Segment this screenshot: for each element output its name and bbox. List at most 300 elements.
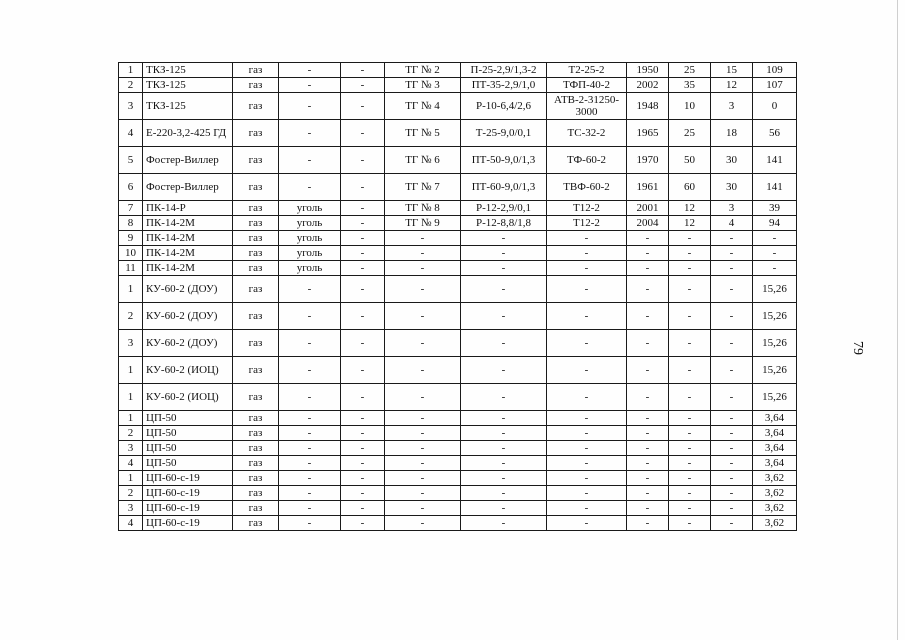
cell-capacity: -	[669, 471, 711, 486]
cell-turbogenerator: -	[385, 471, 461, 486]
cell-value: 3,64	[753, 441, 797, 456]
cell-year: -	[627, 261, 669, 276]
cell-aux-fuel: -	[341, 426, 385, 441]
table-row	[119, 246, 797, 261]
cell-parameter: 4	[711, 216, 753, 231]
table-row	[119, 516, 797, 531]
cell-reserve-fuel: уголь	[279, 231, 341, 246]
cell-turbine-type: -	[461, 441, 547, 456]
cell-aux-fuel: -	[341, 276, 385, 303]
cell-main-fuel: газ	[233, 246, 279, 261]
cell-aux-fuel: -	[341, 261, 385, 276]
cell-year: 1948	[627, 93, 669, 120]
cell-generator-type: -	[547, 261, 627, 276]
cell-boiler-type: КУ-60-2 (ДОУ)	[143, 330, 233, 357]
cell-value: 3,62	[753, 501, 797, 516]
cell-aux-fuel: -	[341, 201, 385, 216]
cell-row-number: 4	[119, 516, 143, 531]
cell-capacity: -	[669, 330, 711, 357]
cell-aux-fuel: -	[341, 411, 385, 426]
cell-main-fuel: газ	[233, 303, 279, 330]
table-row	[119, 231, 797, 246]
cell-reserve-fuel: -	[279, 147, 341, 174]
cell-value: 39	[753, 201, 797, 216]
table-row	[119, 93, 797, 120]
table-row	[119, 63, 797, 78]
cell-capacity: -	[669, 516, 711, 531]
cell-row-number: 11	[119, 261, 143, 276]
cell-value: 3,64	[753, 426, 797, 441]
cell-value: 141	[753, 147, 797, 174]
cell-main-fuel: газ	[233, 486, 279, 501]
cell-capacity: 10	[669, 93, 711, 120]
cell-parameter: -	[711, 246, 753, 261]
cell-main-fuel: газ	[233, 261, 279, 276]
cell-boiler-type: ПК-14-2М	[143, 261, 233, 276]
cell-year: 2002	[627, 78, 669, 93]
table-row	[119, 441, 797, 456]
cell-value: 3,62	[753, 516, 797, 531]
cell-main-fuel: газ	[233, 426, 279, 441]
cell-parameter: 30	[711, 147, 753, 174]
cell-parameter: -	[711, 516, 753, 531]
cell-row-number: 2	[119, 78, 143, 93]
cell-value: 0	[753, 93, 797, 120]
cell-row-number: 3	[119, 441, 143, 456]
table-row	[119, 120, 797, 147]
cell-reserve-fuel: уголь	[279, 216, 341, 231]
cell-capacity: -	[669, 357, 711, 384]
cell-reserve-fuel: -	[279, 63, 341, 78]
cell-generator-type: -	[547, 357, 627, 384]
cell-year: -	[627, 441, 669, 456]
cell-turbogenerator: -	[385, 501, 461, 516]
cell-aux-fuel: -	[341, 501, 385, 516]
cell-generator-type: -	[547, 426, 627, 441]
cell-year: -	[627, 384, 669, 411]
cell-row-number: 6	[119, 174, 143, 201]
cell-row-number: 7	[119, 201, 143, 216]
cell-value: -	[753, 231, 797, 246]
cell-aux-fuel: -	[341, 147, 385, 174]
cell-boiler-type: ПК-14-Р	[143, 201, 233, 216]
cell-value: 109	[753, 63, 797, 78]
cell-row-number: 2	[119, 486, 143, 501]
cell-main-fuel: газ	[233, 78, 279, 93]
table-row	[119, 147, 797, 174]
cell-year: -	[627, 357, 669, 384]
cell-generator-type: ТВФ-60-2	[547, 174, 627, 201]
cell-row-number: 1	[119, 471, 143, 486]
cell-aux-fuel: -	[341, 216, 385, 231]
cell-parameter: -	[711, 330, 753, 357]
table-row	[119, 261, 797, 276]
cell-reserve-fuel: -	[279, 330, 341, 357]
cell-aux-fuel: -	[341, 93, 385, 120]
cell-value: -	[753, 246, 797, 261]
cell-year: -	[627, 426, 669, 441]
cell-main-fuel: газ	[233, 441, 279, 456]
cell-parameter: -	[711, 384, 753, 411]
cell-row-number: 1	[119, 384, 143, 411]
cell-capacity: 12	[669, 201, 711, 216]
cell-aux-fuel: -	[341, 456, 385, 471]
cell-aux-fuel: -	[341, 357, 385, 384]
cell-parameter: -	[711, 471, 753, 486]
cell-reserve-fuel: -	[279, 303, 341, 330]
cell-main-fuel: газ	[233, 471, 279, 486]
cell-value: 15,26	[753, 330, 797, 357]
cell-aux-fuel: -	[341, 78, 385, 93]
cell-boiler-type: ПК-14-2М	[143, 246, 233, 261]
cell-capacity: 50	[669, 147, 711, 174]
cell-turbogenerator: ТГ № 4	[385, 93, 461, 120]
cell-year: -	[627, 303, 669, 330]
cell-boiler-type: ТКЗ-125	[143, 78, 233, 93]
cell-turbine-type: ПТ-50-9,0/1,3	[461, 147, 547, 174]
cell-capacity: -	[669, 501, 711, 516]
cell-parameter: -	[711, 441, 753, 456]
cell-main-fuel: газ	[233, 174, 279, 201]
cell-turbogenerator: -	[385, 426, 461, 441]
cell-aux-fuel: -	[341, 516, 385, 531]
cell-turbine-type: -	[461, 303, 547, 330]
cell-reserve-fuel: -	[279, 486, 341, 501]
cell-main-fuel: газ	[233, 93, 279, 120]
cell-row-number: 2	[119, 426, 143, 441]
cell-boiler-type: ЦП-50	[143, 426, 233, 441]
cell-reserve-fuel: -	[279, 357, 341, 384]
cell-turbine-type: -	[461, 261, 547, 276]
cell-capacity: -	[669, 276, 711, 303]
cell-turbogenerator: -	[385, 261, 461, 276]
cell-capacity: -	[669, 411, 711, 426]
cell-turbine-type: Р-12-2,9/0,1	[461, 201, 547, 216]
cell-boiler-type: КУ-60-2 (ИОЦ)	[143, 384, 233, 411]
cell-parameter: -	[711, 357, 753, 384]
cell-boiler-type: ТКЗ-125	[143, 63, 233, 78]
cell-boiler-type: ТКЗ-125	[143, 93, 233, 120]
cell-generator-type: АТВ-2-31250-3000	[547, 93, 627, 120]
cell-turbogenerator: -	[385, 384, 461, 411]
cell-row-number: 4	[119, 120, 143, 147]
cell-turbogenerator: -	[385, 330, 461, 357]
cell-boiler-type: ЦП-60-с-19	[143, 486, 233, 501]
cell-main-fuel: газ	[233, 201, 279, 216]
cell-boiler-type: ЦП-60-с-19	[143, 471, 233, 486]
table-row	[119, 357, 797, 384]
cell-year: -	[627, 276, 669, 303]
cell-generator-type: ТФП-40-2	[547, 78, 627, 93]
cell-main-fuel: газ	[233, 411, 279, 426]
cell-reserve-fuel: -	[279, 120, 341, 147]
cell-reserve-fuel: уголь	[279, 201, 341, 216]
cell-capacity: 60	[669, 174, 711, 201]
table-row	[119, 78, 797, 93]
cell-year: -	[627, 411, 669, 426]
cell-value: 94	[753, 216, 797, 231]
cell-parameter: 3	[711, 93, 753, 120]
cell-reserve-fuel: -	[279, 471, 341, 486]
cell-turbogenerator: -	[385, 411, 461, 426]
cell-capacity: -	[669, 246, 711, 261]
cell-turbine-type: -	[461, 516, 547, 531]
cell-value: -	[753, 261, 797, 276]
cell-row-number: 4	[119, 456, 143, 471]
table-row	[119, 471, 797, 486]
cell-turbogenerator: -	[385, 276, 461, 303]
page-edge-line	[897, 0, 898, 640]
cell-turbogenerator: -	[385, 231, 461, 246]
cell-reserve-fuel: -	[279, 426, 341, 441]
table-row	[119, 411, 797, 426]
cell-year: 1965	[627, 120, 669, 147]
cell-year: -	[627, 486, 669, 501]
cell-turbine-type: -	[461, 426, 547, 441]
cell-generator-type: -	[547, 303, 627, 330]
cell-parameter: 3	[711, 201, 753, 216]
equipment-table	[118, 62, 797, 531]
cell-value: 3,64	[753, 456, 797, 471]
cell-parameter: -	[711, 426, 753, 441]
cell-value: 107	[753, 78, 797, 93]
cell-boiler-type: ЦП-50	[143, 456, 233, 471]
cell-turbogenerator: -	[385, 246, 461, 261]
cell-row-number: 3	[119, 501, 143, 516]
cell-row-number: 1	[119, 63, 143, 78]
cell-turbine-type: Р-10-6,4/2,6	[461, 93, 547, 120]
cell-year: -	[627, 516, 669, 531]
cell-generator-type: Т12-2	[547, 201, 627, 216]
cell-boiler-type: Фостер-Виллер	[143, 147, 233, 174]
cell-turbogenerator: -	[385, 441, 461, 456]
cell-boiler-type: КУ-60-2 (ДОУ)	[143, 276, 233, 303]
cell-main-fuel: газ	[233, 276, 279, 303]
cell-generator-type: Т12-2	[547, 216, 627, 231]
cell-row-number: 8	[119, 216, 143, 231]
cell-turbine-type: -	[461, 330, 547, 357]
cell-row-number: 10	[119, 246, 143, 261]
cell-generator-type: -	[547, 456, 627, 471]
table-row	[119, 216, 797, 231]
table-row	[119, 426, 797, 441]
cell-row-number: 3	[119, 93, 143, 120]
cell-turbogenerator: ТГ № 7	[385, 174, 461, 201]
cell-boiler-type: ПК-14-2М	[143, 216, 233, 231]
cell-main-fuel: газ	[233, 120, 279, 147]
cell-reserve-fuel: -	[279, 384, 341, 411]
cell-row-number: 1	[119, 357, 143, 384]
cell-generator-type: -	[547, 471, 627, 486]
cell-aux-fuel: -	[341, 231, 385, 246]
cell-aux-fuel: -	[341, 246, 385, 261]
page-number: 79	[850, 341, 865, 355]
cell-turbine-type: -	[461, 471, 547, 486]
cell-turbogenerator: -	[385, 486, 461, 501]
cell-boiler-type: ПК-14-2М	[143, 231, 233, 246]
table-row	[119, 486, 797, 501]
cell-reserve-fuel: -	[279, 93, 341, 120]
cell-row-number: 1	[119, 276, 143, 303]
cell-parameter: -	[711, 501, 753, 516]
cell-main-fuel: газ	[233, 501, 279, 516]
cell-aux-fuel: -	[341, 330, 385, 357]
cell-capacity: -	[669, 303, 711, 330]
cell-main-fuel: газ	[233, 147, 279, 174]
cell-reserve-fuel: -	[279, 456, 341, 471]
cell-parameter: -	[711, 276, 753, 303]
cell-reserve-fuel: уголь	[279, 246, 341, 261]
cell-reserve-fuel: -	[279, 276, 341, 303]
cell-year: 2004	[627, 216, 669, 231]
cell-generator-type: -	[547, 330, 627, 357]
cell-reserve-fuel: -	[279, 174, 341, 201]
cell-turbogenerator: ТГ № 3	[385, 78, 461, 93]
cell-parameter: 30	[711, 174, 753, 201]
cell-value: 15,26	[753, 384, 797, 411]
cell-capacity: 25	[669, 120, 711, 147]
cell-value: 56	[753, 120, 797, 147]
cell-reserve-fuel: уголь	[279, 261, 341, 276]
cell-boiler-type: Е-220-3,2-425 ГД	[143, 120, 233, 147]
table-body	[119, 63, 797, 531]
cell-row-number: 2	[119, 303, 143, 330]
cell-generator-type: -	[547, 411, 627, 426]
cell-turbogenerator: ТГ № 8	[385, 201, 461, 216]
cell-turbine-type: -	[461, 411, 547, 426]
cell-main-fuel: газ	[233, 63, 279, 78]
cell-parameter: 15	[711, 63, 753, 78]
cell-parameter: 18	[711, 120, 753, 147]
cell-turbine-type: -	[461, 276, 547, 303]
cell-main-fuel: газ	[233, 357, 279, 384]
cell-turbogenerator: ТГ № 2	[385, 63, 461, 78]
cell-capacity: -	[669, 426, 711, 441]
cell-aux-fuel: -	[341, 471, 385, 486]
cell-main-fuel: газ	[233, 516, 279, 531]
cell-generator-type: -	[547, 501, 627, 516]
cell-year: 1970	[627, 147, 669, 174]
cell-boiler-type: ЦП-50	[143, 441, 233, 456]
cell-value: 3,64	[753, 411, 797, 426]
cell-parameter: -	[711, 231, 753, 246]
cell-reserve-fuel: -	[279, 78, 341, 93]
cell-turbine-type: Р-12-8,8/1,8	[461, 216, 547, 231]
cell-boiler-type: ЦП-50	[143, 411, 233, 426]
cell-year: -	[627, 501, 669, 516]
cell-boiler-type: КУ-60-2 (ИОЦ)	[143, 357, 233, 384]
cell-generator-type: ТФ-60-2	[547, 147, 627, 174]
cell-generator-type: ТС-32-2	[547, 120, 627, 147]
cell-value: 15,26	[753, 276, 797, 303]
cell-aux-fuel: -	[341, 120, 385, 147]
cell-capacity: 25	[669, 63, 711, 78]
table-row	[119, 330, 797, 357]
cell-capacity: -	[669, 261, 711, 276]
cell-row-number: 1	[119, 411, 143, 426]
cell-aux-fuel: -	[341, 303, 385, 330]
cell-year: 1961	[627, 174, 669, 201]
cell-capacity: -	[669, 486, 711, 501]
table-row	[119, 456, 797, 471]
cell-year: -	[627, 231, 669, 246]
table-row	[119, 174, 797, 201]
cell-turbine-type: -	[461, 384, 547, 411]
cell-aux-fuel: -	[341, 63, 385, 78]
cell-turbine-type: ПТ-35-2,9/1,0	[461, 78, 547, 93]
cell-parameter: -	[711, 456, 753, 471]
cell-value: 15,26	[753, 303, 797, 330]
cell-value: 3,62	[753, 471, 797, 486]
cell-main-fuel: газ	[233, 456, 279, 471]
cell-turbogenerator: -	[385, 357, 461, 384]
cell-reserve-fuel: -	[279, 411, 341, 426]
cell-boiler-type: КУ-60-2 (ДОУ)	[143, 303, 233, 330]
cell-boiler-type: Фостер-Виллер	[143, 174, 233, 201]
cell-capacity: -	[669, 441, 711, 456]
cell-main-fuel: газ	[233, 231, 279, 246]
cell-turbine-type: Т-25-9,0/0,1	[461, 120, 547, 147]
cell-generator-type: -	[547, 486, 627, 501]
cell-turbine-type: ПТ-60-9,0/1,3	[461, 174, 547, 201]
table-row	[119, 276, 797, 303]
cell-turbogenerator: -	[385, 516, 461, 531]
cell-turbine-type: -	[461, 486, 547, 501]
cell-turbine-type: -	[461, 231, 547, 246]
cell-year: -	[627, 246, 669, 261]
cell-capacity: -	[669, 384, 711, 411]
table-row	[119, 501, 797, 516]
cell-turbine-type: -	[461, 501, 547, 516]
cell-parameter: -	[711, 486, 753, 501]
cell-year: 1950	[627, 63, 669, 78]
cell-turbogenerator: ТГ № 6	[385, 147, 461, 174]
cell-generator-type: -	[547, 231, 627, 246]
table-row	[119, 303, 797, 330]
cell-parameter: 12	[711, 78, 753, 93]
cell-reserve-fuel: -	[279, 516, 341, 531]
cell-aux-fuel: -	[341, 174, 385, 201]
cell-reserve-fuel: -	[279, 501, 341, 516]
cell-parameter: -	[711, 303, 753, 330]
cell-capacity: 35	[669, 78, 711, 93]
cell-main-fuel: газ	[233, 216, 279, 231]
cell-turbogenerator: -	[385, 303, 461, 330]
cell-turbine-type: -	[461, 246, 547, 261]
table-row	[119, 201, 797, 216]
cell-boiler-type: ЦП-60-с-19	[143, 516, 233, 531]
cell-generator-type: -	[547, 276, 627, 303]
cell-aux-fuel: -	[341, 384, 385, 411]
cell-year: -	[627, 471, 669, 486]
cell-year: -	[627, 456, 669, 471]
cell-turbogenerator: -	[385, 456, 461, 471]
cell-value: 3,62	[753, 486, 797, 501]
cell-generator-type: -	[547, 246, 627, 261]
cell-generator-type: -	[547, 441, 627, 456]
cell-value: 141	[753, 174, 797, 201]
cell-aux-fuel: -	[341, 441, 385, 456]
cell-value: 15,26	[753, 357, 797, 384]
cell-turbine-type: -	[461, 456, 547, 471]
cell-row-number: 9	[119, 231, 143, 246]
cell-capacity: -	[669, 456, 711, 471]
cell-parameter: -	[711, 261, 753, 276]
cell-row-number: 3	[119, 330, 143, 357]
cell-turbine-type: -	[461, 357, 547, 384]
cell-capacity: -	[669, 231, 711, 246]
cell-generator-type: -	[547, 384, 627, 411]
